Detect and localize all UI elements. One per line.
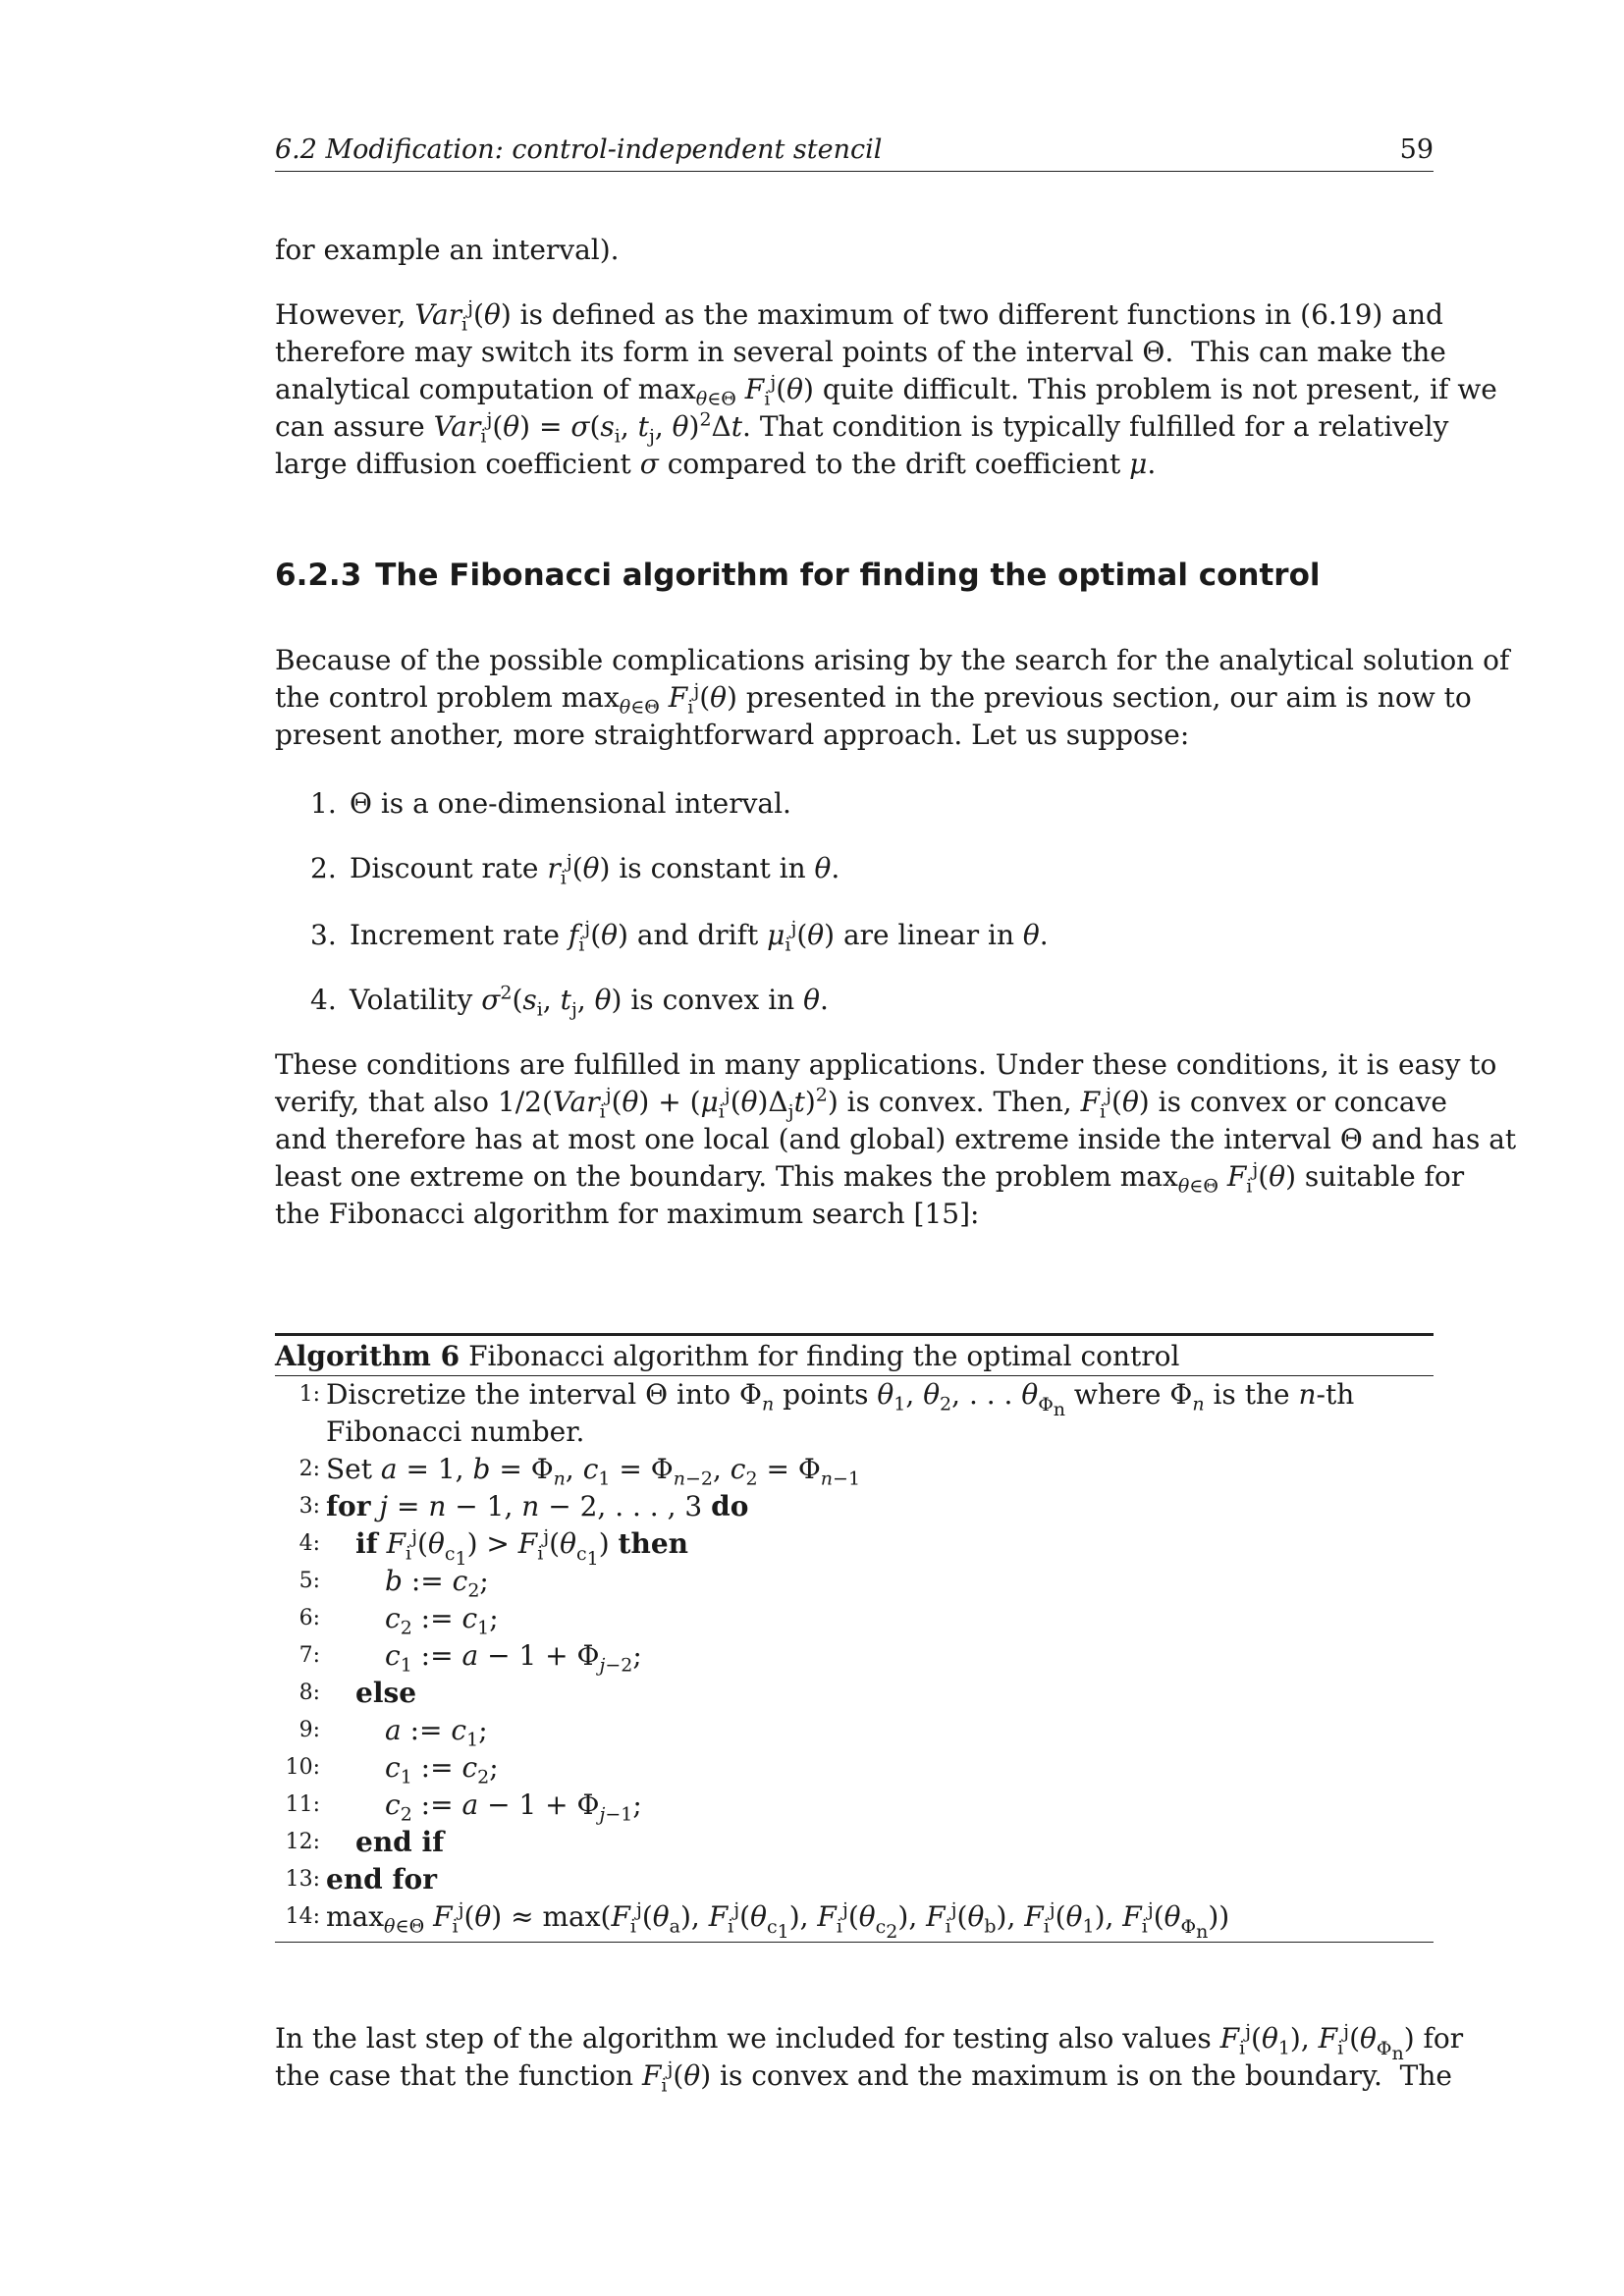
para-line: therefore may switch its form in several points of the interval Θ. This can make the bbox=[275, 336, 1446, 368]
para-line: and therefore has at most one local (and global) extreme inside the interval Θ and has at bbox=[275, 1123, 1517, 1155]
running-header bbox=[275, 134, 1434, 172]
section-title: The Fibonacci algorithm for finding the optimal control bbox=[375, 558, 1321, 593]
page-number: 59 bbox=[1399, 134, 1434, 165]
algorithm-line: 4: if $F_i^j(\theta_{c_1}) > F_i^j(\theta_{c_1})$ then bbox=[298, 1525, 689, 1570]
para-line: the Fibonacci algorithm for maximum search [15]: bbox=[275, 1198, 980, 1230]
algorithm-title: Fibonacci algorithm for finding the optimal control bbox=[468, 1340, 1180, 1372]
algorithm-line: 2: Set a = 1, $b = \Phi_n$, $c_1 = \Phi_{n-2}$, $c_2 = \Phi_{n-1}$ bbox=[298, 1453, 861, 1490]
algorithm-line: 1: Discretize the interval Θ into $\Phi_n$ points $\theta_1$, $\theta_2$, . . . $\theta_{\Phi_n}$ where $\Phi_n$ is the n-th Fibonacci number. bbox=[298, 1378, 1355, 1448]
para-line: However, Var$_i^j$(θ) is defined as the maximum of two different functions in (6.19) and bbox=[275, 296, 1443, 336]
section-heading bbox=[275, 558, 1321, 593]
para-line: the case that the function $F_i^j(\theta)$ is convex and the maximum is on the boundary. The bbox=[275, 2057, 1452, 2097]
paragraph-conditions bbox=[275, 1046, 1517, 1233]
algorithm-box bbox=[275, 1333, 1434, 1943]
para-line: large diffusion coefficient σ compared to the drift coefficient μ. bbox=[275, 448, 1157, 480]
header-section-title: 6.2 Modification: control-independent stencil bbox=[275, 134, 883, 165]
para-line: analytical computation of $\max_{\theta\in\Theta} F_i^j(\theta)$ quite difficult. This problem is not present, if we bbox=[275, 371, 1497, 410]
paragraph-last bbox=[275, 2020, 1464, 2097]
assumption-2: 2. Discount rate $r_i^j(\theta)$ is constant in θ. bbox=[310, 850, 840, 889]
paragraph-however bbox=[275, 296, 1497, 483]
para-line: These conditions are fulfilled in many applications. Under these conditions, it is easy to bbox=[275, 1048, 1497, 1081]
section-number: 6.2.3 bbox=[275, 558, 362, 593]
algorithm-line: 6: $c_2$ := $c_1$; bbox=[298, 1602, 499, 1639]
algorithm-line: 8: else bbox=[298, 1677, 417, 1709]
algorithm-caption bbox=[275, 1336, 1434, 1376]
para-line: least one extreme on the boundary. This makes the problem $\max_{\theta\in\Theta} F_i^j(\theta)$ suitable for bbox=[275, 1158, 1465, 1198]
assumption-4: 4. Volatility $\sigma^2(s_i$, $t_j$, θ) is convex in θ. bbox=[310, 982, 829, 1021]
algorithm-label: Algorithm 6 bbox=[275, 1340, 460, 1372]
algorithm-line: 5: b := $c_2$; bbox=[298, 1565, 489, 1602]
paragraph-because bbox=[275, 642, 1510, 754]
algorithm-line: 13: end for bbox=[285, 1863, 437, 1896]
algorithm-line: 3: for j = n − 1, n − 2, . . . , 3 do bbox=[298, 1490, 749, 1522]
para-line: verify, that also $1/2(Var_i^j(\theta) + (\mu_i^j(\theta)\Delta_jt)^2)$ is convex. Then, $F_i^j(\theta)$ is convex or concave bbox=[275, 1084, 1447, 1123]
algorithm-line: 14: $\max_{\theta\in\Theta} F_i^j(\theta) \approx \max(F_i^j(\theta_a)$, $F_i^j(\theta_{c_1})$, $F_i^j(\theta_{c_2})$, $F_i^j(\theta_b)$, $F_i^j(\theta_1)$, $F_i^j(\theta_{\Phi_n})$) bbox=[285, 1898, 1230, 1943]
para-line: Because of the possible complications arising by the search for the analytical solution of bbox=[275, 644, 1510, 676]
algorithm-line: 10: $c_1$ := $c_2$; bbox=[285, 1751, 499, 1789]
para-line: present another, more straightforward approach. Let us suppose: bbox=[275, 719, 1190, 751]
assumption-3: 3. Increment rate $f_i^j(\theta)$ and drift $\mu_i^j(\theta)$ are linear in θ. bbox=[310, 917, 1049, 956]
algorithm-line: 7: $c_1$ := $a - 1 + \Phi_{j-2}$; bbox=[298, 1639, 642, 1677]
algorithm-line: 12: end if bbox=[285, 1826, 445, 1858]
para-line: In the last step of the algorithm we included for testing also values $F_i^j(\theta_1)$, $F_i^j(\theta_{\Phi_n})$ for bbox=[275, 2020, 1464, 2064]
algorithm-line: 11: $c_2$ := $a - 1 + \Phi_{j-1}$; bbox=[285, 1789, 642, 1826]
algorithm-line: 9: a := $c_1$; bbox=[298, 1714, 488, 1751]
intro-fragment: for example an interval). bbox=[275, 234, 620, 266]
para-line: can assure $Var_i^j(\theta) = \sigma(s_i$, $t_j$, θ)$^2$Δt. That condition is typically fulfilled for a relatively bbox=[275, 408, 1449, 448]
para-line: the control problem $\max_{\theta\in\Theta} F_i^j(\theta)$ presented in the previous section, our aim is now to bbox=[275, 679, 1472, 719]
assumption-1: 1. Θ is a one-dimensional interval. bbox=[310, 787, 791, 820]
